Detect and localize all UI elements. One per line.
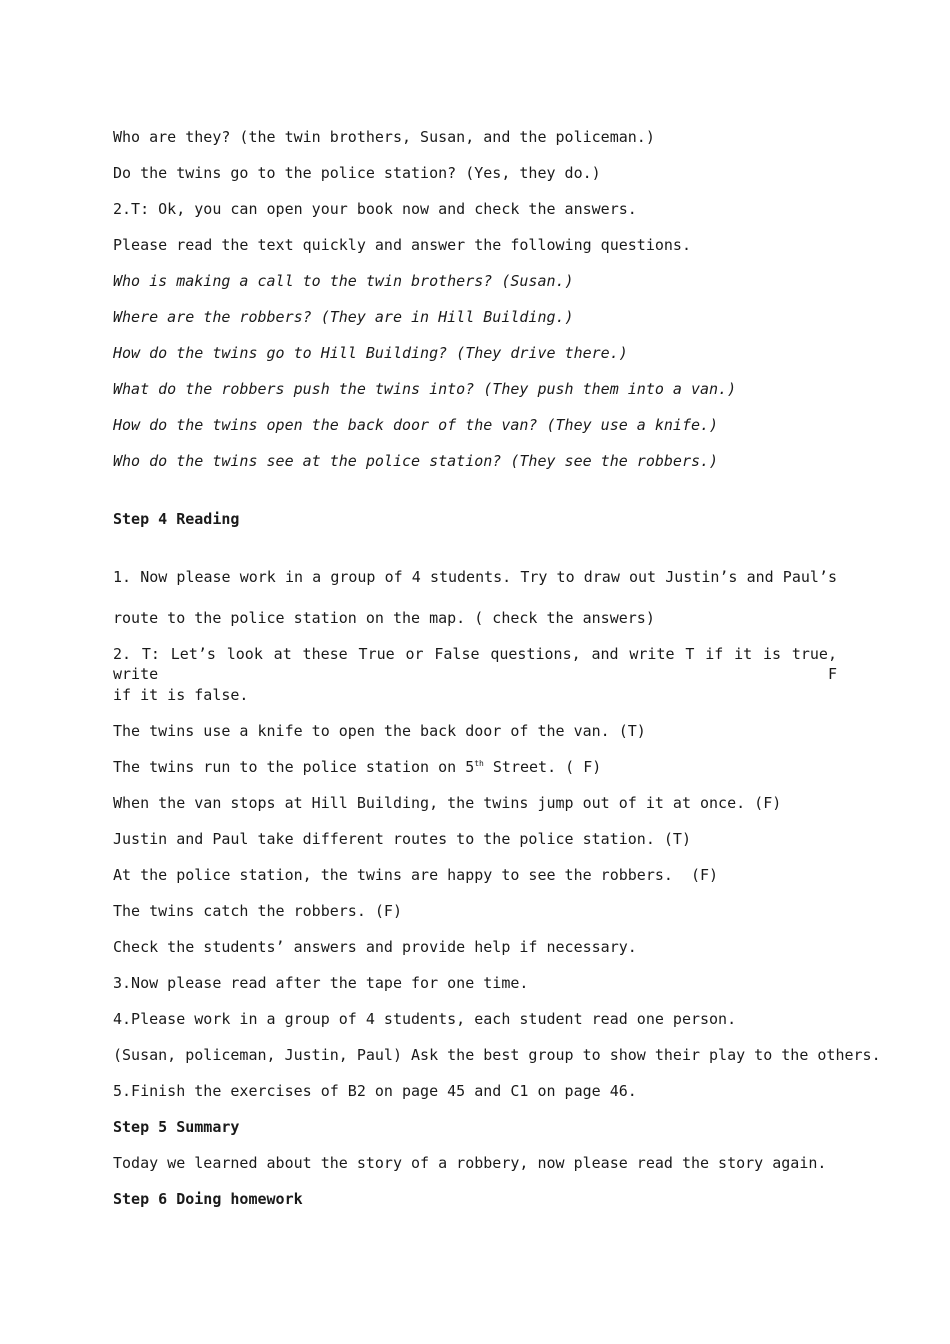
step4-item1-line2: route to the police station on the map. ( check the answers) — [113, 609, 655, 627]
question-who-are-they: Who are they? (the twin brothers, Susan, and the policeman.) — [113, 128, 655, 146]
true-false-6: The twins catch the robbers. (F) — [113, 902, 402, 920]
tf2-text-before: The twins run to the police station on 5 — [113, 758, 475, 776]
true-false-1: The twins use a knife to open the back door of the van. (T) — [113, 722, 646, 740]
step3-item2-line2: Please read the text quickly and answer the following questions. — [113, 236, 691, 254]
step4-item3: 3.Now please read after the tape for one time. — [113, 974, 529, 992]
step6-heading: Step 6 Doing homework — [113, 1190, 303, 1208]
reading-question-4: What do the robbers push the twins into? (They push them into a van.) — [113, 380, 737, 398]
step4-item4-line2: (Susan, policeman, Justin, Paul) Ask the best group to show their play to the others. — [113, 1046, 881, 1064]
reading-question-5: How do the twins open the back door of the van? (They use a knife.) — [113, 416, 719, 434]
reading-question-6: Who do the twins see at the police station? (They see the robbers.) — [113, 452, 719, 470]
tf2-ordinal-suffix: th — [474, 759, 484, 768]
step3-item2-line1: 2.T: Ok, you can open your book now and check the answers. — [113, 200, 637, 218]
true-false-2 — [113, 757, 601, 777]
step4-item1-line1: 1. Now please work in a group of 4 students. Try to draw out Justin’s and Paul’s — [113, 568, 837, 586]
check-answers-note: Check the students’ answers and provide help if necessary. — [113, 938, 637, 956]
reading-question-2: Where are the robbers? (They are in Hill Building.) — [113, 308, 574, 326]
step4-item2-line2: if it is false. — [113, 686, 249, 704]
step4-item4-line1: 4.Please work in a group of 4 students, each student read one person. — [113, 1010, 737, 1028]
question-police-station: Do the twins go to the police station? (Yes, they do.) — [113, 164, 601, 182]
step4-heading: Step 4 Reading — [113, 510, 240, 528]
step5-heading: Step 5 Summary — [113, 1118, 240, 1136]
reading-question-1: Who is making a call to the twin brothers? (Susan.) — [113, 272, 574, 290]
step4-item5: 5.Finish the exercises of B2 on page 45 and C1 on page 46. — [113, 1082, 637, 1100]
true-false-3: When the van stops at Hill Building, the twins jump out of it at once. (F) — [113, 794, 782, 812]
true-false-4: Justin and Paul take different routes to the police station. (T) — [113, 830, 691, 848]
reading-question-3: How do the twins go to Hill Building? (They drive there.) — [113, 344, 628, 362]
true-false-5: At the police station, the twins are happy to see the robbers. (F) — [113, 866, 719, 884]
step4-item2-line1: 2. T: Let’s look at these True or False questions, and write T if it is true, write F — [113, 645, 837, 683]
step5-text: Today we learned about the story of a robbery, now please read the story again. — [113, 1154, 827, 1172]
tf2-text-after: Street. ( F) — [483, 758, 602, 776]
